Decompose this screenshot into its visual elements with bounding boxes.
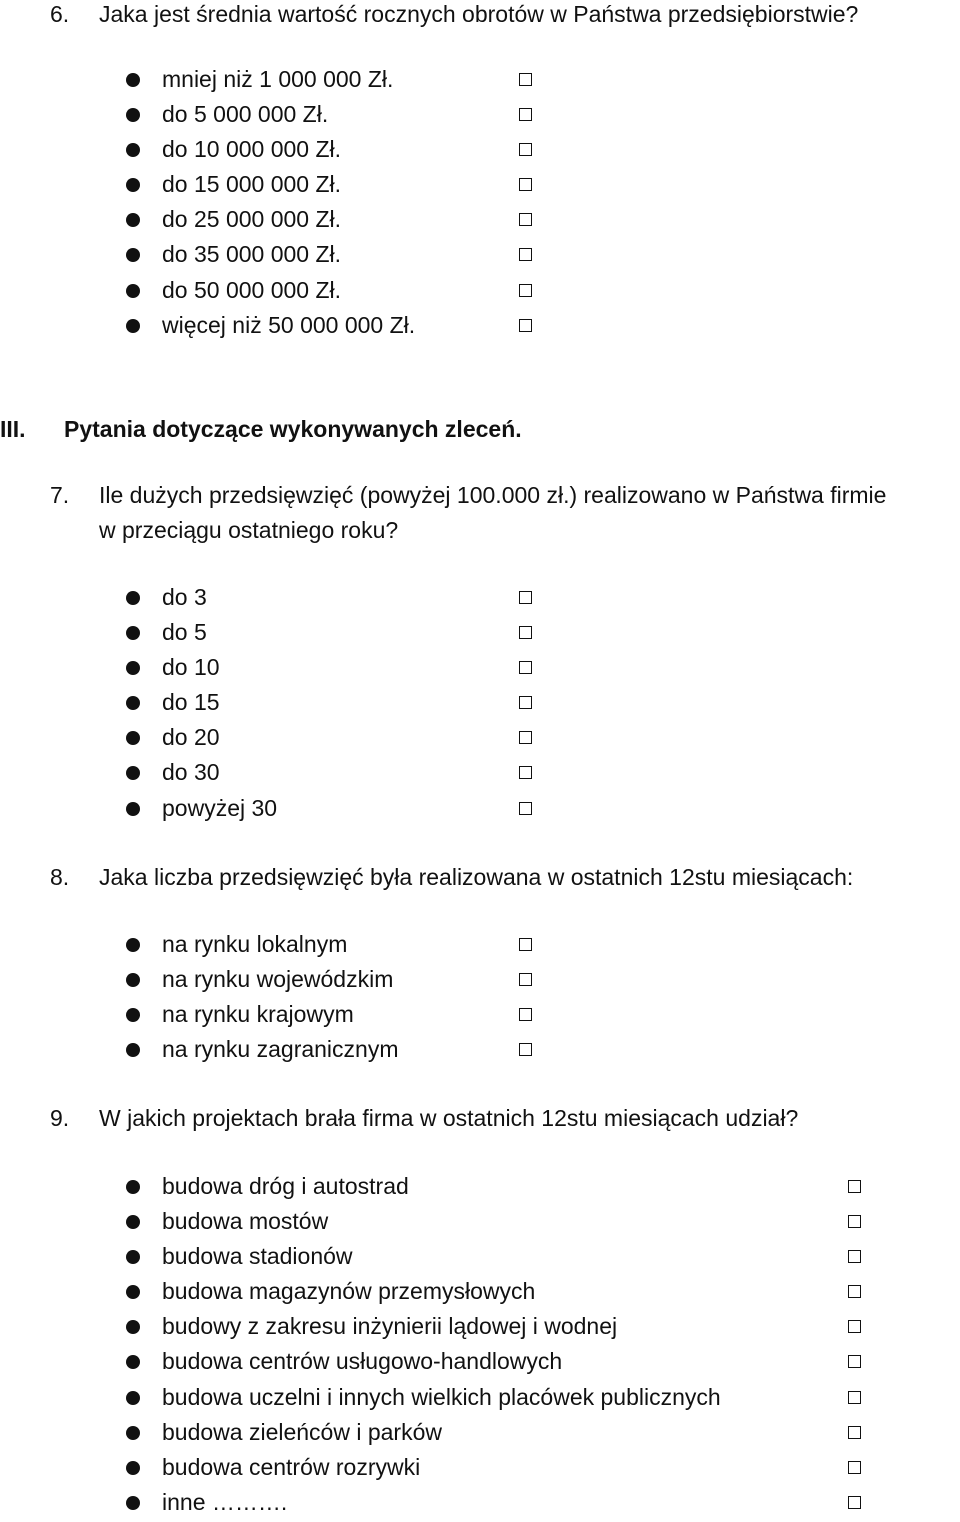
bullet-icon [126,213,140,227]
option-label: do 5 000 000 Zł. [162,101,329,128]
checkbox[interactable] [848,1215,861,1228]
question-text-line-2: w przeciągu ostatniego roku? [99,517,399,543]
question-text: Jaka liczba przedsięwzięć była realizowana w ostatnich 12stu miesiącach: [99,864,854,890]
list-item [0,169,960,204]
list-item [0,1171,960,1206]
bullet-icon [126,802,140,816]
list-item [0,275,960,310]
option-label: na rynku lokalnym [162,931,348,957]
checkbox[interactable] [519,73,532,86]
list-item [0,134,960,169]
checkbox[interactable] [519,696,532,709]
list-item [0,757,960,792]
q7-options [0,582,960,828]
list-item [0,239,960,274]
checkbox[interactable] [519,766,532,779]
list-item [0,1241,960,1276]
checkbox[interactable] [519,248,532,261]
bullet-icon [126,108,140,122]
option-label: do 20 [162,724,220,751]
bullet-icon [126,731,140,745]
bullet-icon [126,1180,140,1194]
option-label: do 5 [162,619,207,646]
bullet-icon [126,284,140,298]
checkbox[interactable] [519,661,532,674]
checkbox[interactable] [519,143,532,156]
bullet-icon [126,178,140,192]
list-item [0,1311,960,1346]
checkbox[interactable] [519,1008,532,1021]
bullet-icon [126,1215,140,1229]
option-label: do 3 [162,584,207,610]
option-label: mniej niż 1 000 000 Zł. [162,66,394,92]
option-label: budowa uczelni i innych wielkich placówek publicznych [162,1383,721,1410]
question-text: W jakich projektach brała firma w ostatnich 12stu miesiącach udział? [99,1105,799,1131]
list-item [0,929,960,964]
option-label: budowa dróg i autostrad [162,1173,409,1199]
list-item [0,652,960,687]
bullet-icon [126,696,140,710]
checkbox[interactable] [848,1496,861,1509]
checkbox[interactable] [848,1250,861,1263]
option-label: do 10 000 000 Zł. [162,136,342,163]
option-label: powyżej 30 [162,794,278,821]
option-label: do 30 [162,759,220,786]
checkbox[interactable] [848,1180,861,1193]
option-label: budowa stadionów [162,1243,353,1270]
q9-options [0,1171,960,1522]
list-item [0,617,960,652]
option-label: do 25 000 000 Zł. [162,206,342,233]
option-label: budowa zieleńców i parków [162,1418,442,1445]
option-label: budowa mostów [162,1208,329,1235]
option-label: inne ………. [162,1488,288,1515]
checkbox[interactable] [519,802,532,815]
option-label: budowa centrów rozrywki [162,1453,421,1480]
list-item [0,722,960,757]
option-label: więcej niż 50 000 000 Zł. [162,311,416,338]
list-item [0,1276,960,1311]
option-label: do 50 000 000 Zł. [162,276,342,303]
list-item [0,1382,960,1417]
bullet-icon [126,1496,140,1510]
checkbox[interactable] [519,319,532,332]
bullet-icon [126,973,140,987]
list-item [0,1206,960,1241]
question-number: 7. [50,482,70,508]
bullet-icon [126,1391,140,1405]
question-number: 8. [50,864,70,890]
section-number: III. [0,416,26,442]
q6-options [0,64,960,345]
checkbox[interactable] [848,1461,861,1474]
option-label: na rynku krajowym [162,1001,354,1028]
list-item [0,99,960,134]
checkbox[interactable] [519,591,532,604]
question-number: 9. [50,1105,70,1131]
list-item [0,999,960,1034]
checkbox[interactable] [519,178,532,191]
q8-options [0,929,960,1069]
option-label: na rynku zagranicznym [162,1036,399,1063]
option-label: na rynku wojewódzkim [162,966,394,993]
bullet-icon [126,319,140,333]
question-text-line-1: Ile dużych przedsięwzięć (powyżej 100.000 zł.) realizowano w Państwa firmie [99,482,887,508]
option-label: do 15 [162,689,220,716]
list-item [0,1452,960,1487]
bullet-icon [126,766,140,780]
checkbox[interactable] [848,1320,861,1333]
option-label: budowy z zakresu inżynierii lądowej i wodnej [162,1313,618,1340]
question-text: Jaka jest średnia wartość rocznych obrotów w Państwa przedsiębiorstwie? [99,1,859,27]
checkbox[interactable] [519,938,532,951]
list-item [0,1346,960,1381]
list-item [0,964,960,999]
bullet-icon [126,661,140,675]
checkbox[interactable] [519,1043,532,1056]
option-label: do 35 000 000 Zł. [162,241,342,268]
checkbox[interactable] [848,1285,861,1298]
checkbox[interactable] [519,626,532,639]
bullet-icon [126,143,140,157]
list-item [0,1417,960,1452]
bullet-icon [126,1355,140,1369]
checkbox[interactable] [848,1426,861,1439]
question-number: 6. [50,1,70,27]
list-item [0,793,960,828]
bullet-icon [126,1426,140,1440]
checkbox[interactable] [848,1355,861,1368]
bullet-icon [126,1461,140,1475]
bullet-icon [126,1043,140,1057]
list-item [0,582,960,617]
list-item [0,204,960,239]
checkbox[interactable] [519,731,532,744]
checkbox[interactable] [519,973,532,986]
bullet-icon [126,1320,140,1334]
checkbox[interactable] [519,213,532,226]
bullet-icon [126,626,140,640]
bullet-icon [126,73,140,87]
bullet-icon [126,591,140,605]
checkbox[interactable] [519,284,532,297]
checkbox[interactable] [519,108,532,121]
checkbox[interactable] [848,1391,861,1404]
list-item [0,64,960,99]
bullet-icon [126,248,140,262]
list-item [0,1034,960,1069]
bullet-icon [126,938,140,952]
option-label: do 10 [162,654,220,681]
list-item [0,310,960,345]
section-title: Pytania dotyczące wykonywanych zleceń. [64,416,522,442]
option-label: do 15 000 000 Zł. [162,171,342,198]
option-label: budowa centrów usługowo-handlowych [162,1348,563,1375]
list-item [0,687,960,722]
option-label: budowa magazynów przemysłowych [162,1278,536,1305]
bullet-icon [126,1250,140,1264]
bullet-icon [126,1285,140,1299]
bullet-icon [126,1008,140,1022]
